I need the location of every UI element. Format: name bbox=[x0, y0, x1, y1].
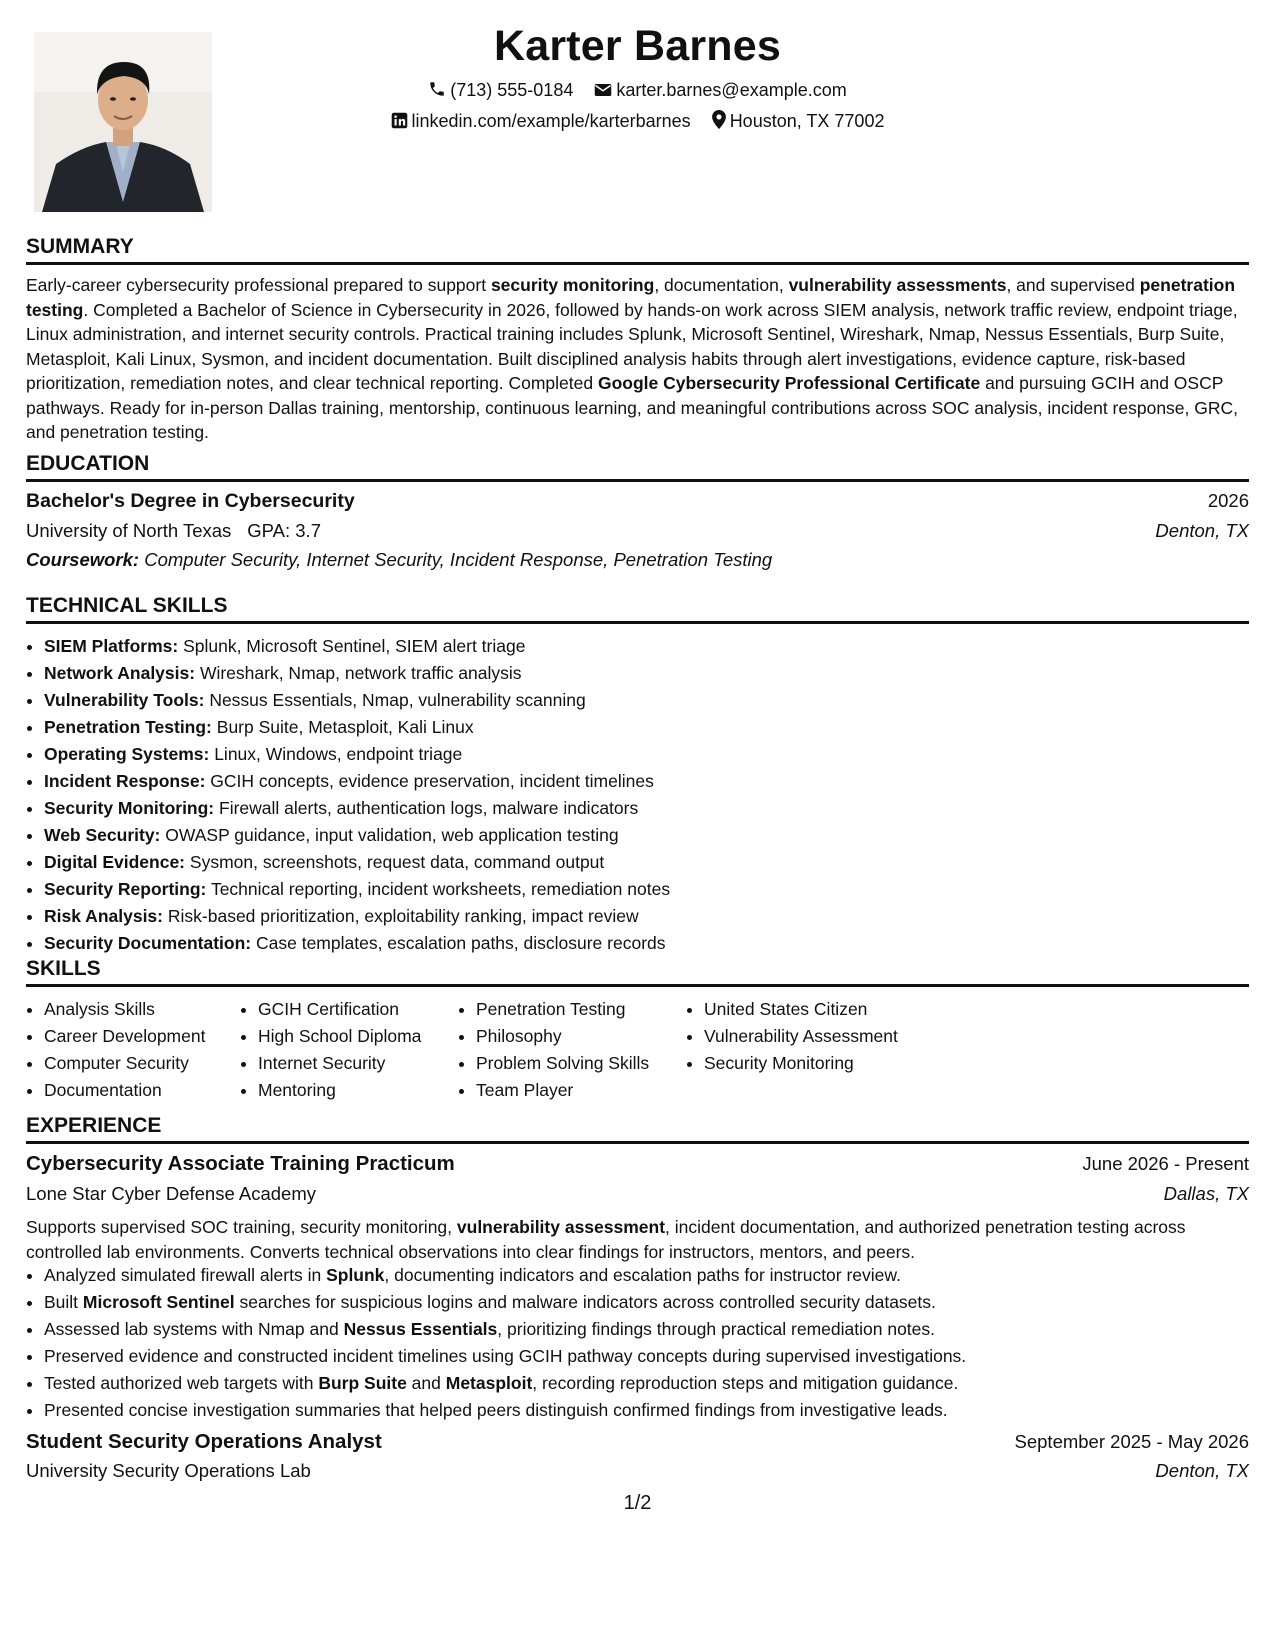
job2-title-row bbox=[26, 1430, 1249, 1454]
contact-line-2 bbox=[26, 110, 1249, 132]
job-dates: June 2026 - Present bbox=[1082, 1153, 1249, 1174]
skill-label: Digital Evidence: bbox=[44, 852, 186, 872]
bullet-bold: Metasploit bbox=[445, 1373, 533, 1393]
contact-line-1 bbox=[26, 80, 1249, 101]
list-item bbox=[44, 822, 1249, 849]
bullet-text: and bbox=[406, 1373, 446, 1393]
summary-text: , documentation, bbox=[654, 275, 789, 295]
list-item: • Vulnerability Assessment bbox=[704, 1023, 944, 1050]
list-item bbox=[44, 1316, 1249, 1343]
skill-label: Security Documentation: bbox=[44, 933, 252, 953]
technical-skills-list bbox=[26, 633, 1249, 957]
summary-bold: Google Cybersecurity Professional Certificate bbox=[597, 373, 981, 393]
skill-text: Sysmon, screenshots, request data, command output bbox=[189, 852, 605, 872]
skill-text: Case templates, escalation paths, disclosure records bbox=[256, 933, 666, 953]
job-title: Cybersecurity Associate Training Practicum bbox=[26, 1152, 455, 1175]
job-title: Student Security Operations Analyst bbox=[26, 1430, 382, 1453]
linkedin-text: linkedin.com/example/karterbarnes bbox=[411, 111, 691, 131]
school-name: University of North Texas bbox=[26, 520, 232, 541]
list-item bbox=[44, 741, 1249, 768]
phone-icon bbox=[428, 80, 446, 98]
list-item bbox=[44, 849, 1249, 876]
list-item bbox=[44, 714, 1249, 741]
job-dates: September 2025 - May 2026 bbox=[1014, 1431, 1249, 1452]
degree-title: Bachelor's Degree in Cybersecurity bbox=[26, 490, 355, 512]
list-item bbox=[44, 687, 1249, 714]
skill-text: Splunk, Microsoft Sentinel, SIEM alert triage bbox=[183, 636, 526, 656]
list-item bbox=[44, 1343, 1249, 1370]
list-item: • Internet Security bbox=[258, 1050, 458, 1077]
page-number: 1/2 bbox=[623, 1492, 652, 1514]
skill-label: Penetration Testing: bbox=[44, 717, 212, 737]
phone-contact[interactable] bbox=[428, 80, 573, 101]
list-item: • Penetration Testing bbox=[476, 996, 686, 1023]
bullet-text: Analyzed simulated firewall alerts in bbox=[44, 1265, 327, 1285]
skill-text: Risk-based prioritization, exploitability ranking, impact review bbox=[167, 906, 639, 926]
bullet-text: , documenting indicators and escalation paths for instructor review. bbox=[384, 1265, 901, 1285]
skill-text: GCIH concepts, evidence preservation, incident timelines bbox=[210, 771, 654, 791]
summary-heading: SUMMARY bbox=[26, 235, 1249, 265]
list-item bbox=[44, 930, 1249, 957]
list-item: • Computer Security bbox=[44, 1050, 240, 1077]
skills-column bbox=[240, 996, 458, 1104]
school-location: Denton, TX bbox=[1155, 520, 1249, 541]
gpa: GPA: 3.7 bbox=[247, 520, 321, 541]
job1-org-row bbox=[26, 1183, 1249, 1205]
list-item: • United States Citizen bbox=[704, 996, 944, 1023]
list-item: • Security Monitoring bbox=[704, 1050, 944, 1077]
list-item: • High School Diploma bbox=[258, 1023, 458, 1050]
list-item bbox=[44, 768, 1249, 795]
skill-text: Wireshark, Nmap, network traffic analysis bbox=[199, 663, 522, 683]
job-description-bold: vulnerability assessment bbox=[456, 1217, 666, 1237]
skill-label: SIEM Platforms: bbox=[44, 636, 179, 656]
summary-text: , and supervised bbox=[1006, 275, 1140, 295]
education-heading: EDUCATION bbox=[26, 452, 1249, 482]
graduation-year: 2026 bbox=[1207, 490, 1249, 511]
list-item: • Mentoring bbox=[258, 1077, 458, 1104]
location-text: Houston, TX 77002 bbox=[729, 111, 885, 131]
coursework bbox=[26, 549, 772, 571]
list-item bbox=[44, 876, 1249, 903]
bullet-text: Built bbox=[44, 1292, 83, 1312]
list-item: • Analysis Skills bbox=[44, 996, 240, 1023]
skills-column bbox=[458, 996, 686, 1104]
list-item: • Team Player bbox=[476, 1077, 686, 1104]
list-item bbox=[44, 795, 1249, 822]
list-item: • Career Development bbox=[44, 1023, 240, 1050]
summary-bold: vulnerability assessments bbox=[788, 275, 1007, 295]
skill-label: Incident Response: bbox=[44, 771, 206, 791]
skill-text: Burp Suite, Metasploit, Kali Linux bbox=[216, 717, 474, 737]
list-item: • Problem Solving Skills bbox=[476, 1050, 686, 1077]
job-organization: University Security Operations Lab bbox=[26, 1460, 311, 1481]
bullet-bold: Microsoft Sentinel bbox=[82, 1292, 235, 1312]
skill-label: Network Analysis: bbox=[44, 663, 196, 683]
bullet-text: searches for suspicious logins and malware indicators across controlled security datasets. bbox=[234, 1292, 936, 1312]
list-item bbox=[44, 903, 1249, 930]
summary-paragraph bbox=[26, 273, 1249, 445]
list-item bbox=[44, 1289, 1249, 1316]
skills-heading: SKILLS bbox=[26, 957, 1249, 987]
experience-heading: EXPERIENCE bbox=[26, 1114, 1249, 1144]
summary-text: . Completed a Bachelor of Science in Cybersecurity in 2026, followed by hands-on work across SIEM analysis, network traffic review, endpoint triage, Linux administration, and internet security controls. Practical training includes Splunk, Microsoft Sentinel, Wireshark, Nmap, Nessus Essentials, Burp Suite, Metasploit, Kali Linux, Sysmon, and incident documentation. Built disciplined analysis habits through alert investigations, evidence capture, risk-based prioritization, remediation notes, and clear technical reporting. Completed bbox=[26, 299, 1238, 393]
job1-title-row bbox=[26, 1152, 1249, 1176]
coursework-list: Computer Security, Internet Security, Incident Response, Penetration Testing bbox=[144, 549, 773, 570]
list-item: • Documentation bbox=[44, 1077, 240, 1104]
bullet-bold: Nessus Essentials bbox=[343, 1319, 498, 1339]
skill-text: OWASP guidance, input validation, web application testing bbox=[165, 825, 619, 845]
linkedin-icon bbox=[391, 112, 408, 129]
technical-skills-heading: TECHNICAL SKILLS bbox=[26, 594, 1249, 624]
bullet-text: , recording reproduction steps and mitigation guidance. bbox=[532, 1373, 959, 1393]
map-pin-icon bbox=[712, 110, 726, 129]
job-location: Denton, TX bbox=[1155, 1460, 1249, 1481]
job1-description bbox=[26, 1215, 1249, 1264]
skills-column bbox=[686, 996, 944, 1104]
location-contact bbox=[712, 110, 885, 132]
bullet-text: Preserved evidence and constructed incident timelines using GCIH pathway concepts during supervised investigations. bbox=[44, 1346, 967, 1366]
job-description-text: Supports supervised SOC training, security monitoring, bbox=[26, 1217, 457, 1237]
summary-text: and pursuing GCIH and OSCP pathways. Ready for in-person Dallas training, mentorship, continuous learning, and meaningful contributions across SOC analysis, incident response, GRC, and penetration testing. bbox=[26, 373, 1239, 442]
skill-text: Firewall alerts, authentication logs, malware indicators bbox=[219, 798, 639, 818]
skills-column bbox=[26, 996, 240, 1104]
skill-text: Linux, Windows, endpoint triage bbox=[214, 744, 463, 764]
skill-text: Technical reporting, incident worksheets, remediation notes bbox=[210, 879, 671, 899]
job-location: Dallas, TX bbox=[1163, 1183, 1249, 1204]
coursework-label: Coursework: bbox=[26, 549, 140, 570]
bullet-text: , prioritizing findings through practical remediation notes. bbox=[497, 1319, 936, 1339]
phone-text: (713) 555-0184 bbox=[450, 80, 574, 100]
skill-label: Web Security: bbox=[44, 825, 161, 845]
coursework-row bbox=[26, 549, 1249, 571]
list-item: • GCIH Certification bbox=[258, 996, 458, 1023]
list-item bbox=[44, 633, 1249, 660]
bullet-text: Assessed lab systems with Nmap and bbox=[44, 1319, 344, 1339]
education-school-row bbox=[26, 520, 1249, 542]
skills-grid bbox=[26, 996, 1249, 1104]
summary-text: Early-career cybersecurity professional prepared to support bbox=[26, 275, 491, 295]
bullet-text: Presented concise investigation summaries that helped peers distinguish confirmed findings from investigative leads. bbox=[44, 1400, 948, 1420]
skill-label: Security Monitoring: bbox=[44, 798, 215, 818]
list-item bbox=[44, 1397, 1249, 1424]
list-item: • Philosophy bbox=[476, 1023, 686, 1050]
summary-bold: penetration testing bbox=[26, 275, 1236, 320]
list-item bbox=[44, 1262, 1249, 1289]
bullet-text: Tested authorized web targets with bbox=[44, 1373, 319, 1393]
summary-bold: security monitoring bbox=[490, 275, 655, 295]
skill-label: Risk Analysis: bbox=[44, 906, 163, 926]
email-contact[interactable] bbox=[594, 80, 846, 101]
job2-org-row bbox=[26, 1460, 1249, 1482]
email-text: karter.barnes@example.com bbox=[616, 80, 847, 100]
resume-page bbox=[26, 0, 1249, 1650]
education-degree-row bbox=[26, 490, 1249, 513]
linkedin-contact[interactable] bbox=[391, 111, 691, 132]
job1-bullets bbox=[26, 1262, 1249, 1424]
skill-label: Vulnerability Tools: bbox=[44, 690, 205, 710]
skill-label: Operating Systems: bbox=[44, 744, 210, 764]
list-item bbox=[44, 660, 1249, 687]
skill-text: Nessus Essentials, Nmap, vulnerability scanning bbox=[209, 690, 586, 710]
skill-label: Security Reporting: bbox=[44, 879, 207, 899]
candidate-name: Karter Barnes bbox=[493, 22, 781, 70]
school-info bbox=[26, 520, 321, 542]
envelope-icon bbox=[594, 82, 612, 98]
bullet-bold: Splunk bbox=[326, 1265, 385, 1285]
list-item bbox=[44, 1370, 1249, 1397]
job-description-text: , incident documentation, and authorized penetration testing across controlled lab environments. Converts technical observations into clear findings for instructors, mentors, and peers. bbox=[26, 1217, 1186, 1262]
bullet-bold: Burp Suite bbox=[318, 1373, 407, 1393]
job-organization: Lone Star Cyber Defense Academy bbox=[26, 1183, 316, 1204]
